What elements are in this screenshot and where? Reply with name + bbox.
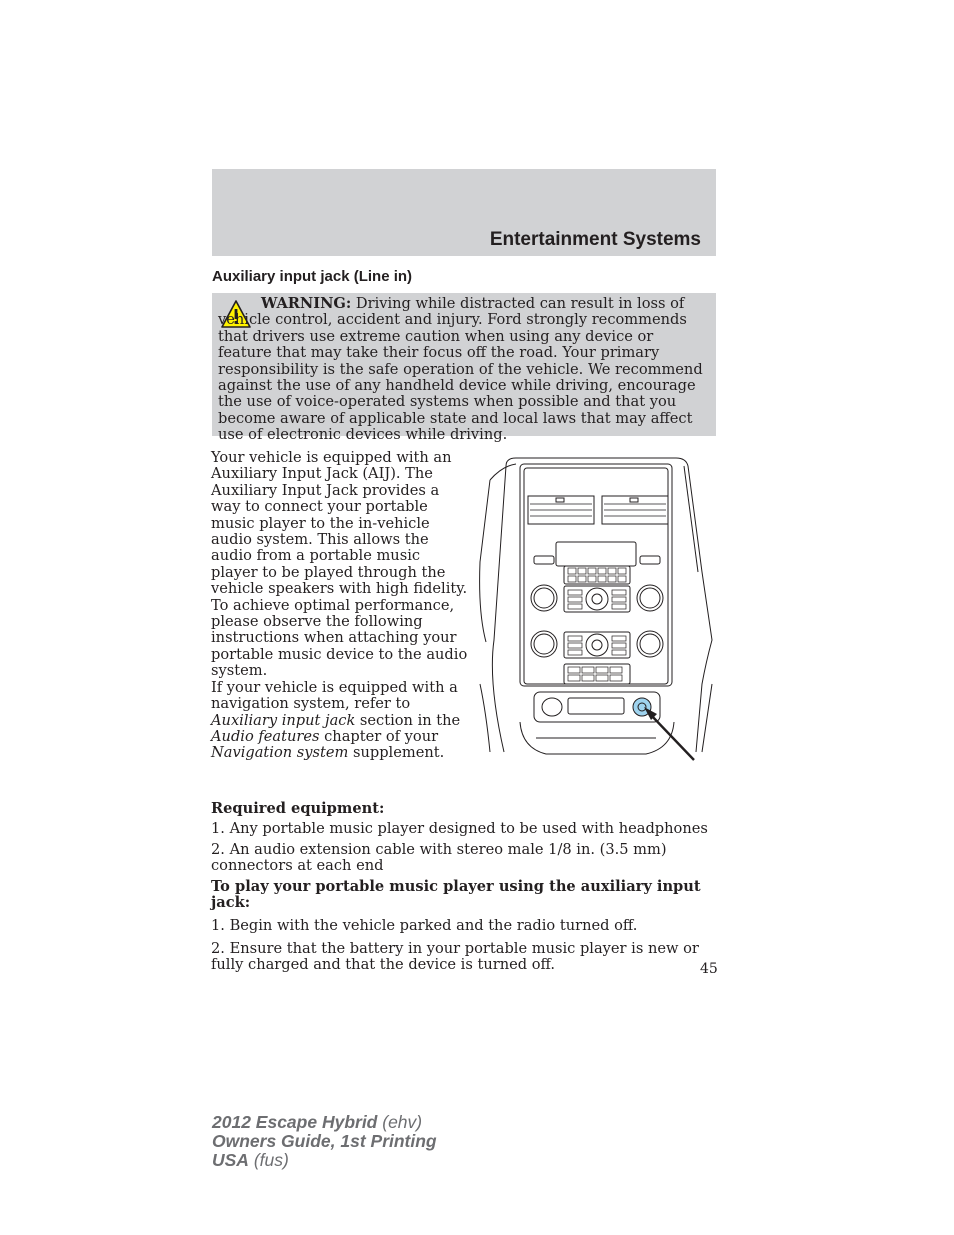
center-console-illustration (476, 452, 716, 767)
section-header-band (212, 169, 716, 256)
play-step: 1. Begin with the vehicle parked and the radio turned off. (211, 917, 638, 935)
callout-arrow (650, 714, 694, 760)
intro-paragraph: Your vehicle is equipped with an Auxiliary Input Jack (AIJ). The Auxiliary Input Jack provides a way to connect your portable music player to the in-vehicle audio system. This allows the audio from a portable music player to be played through the vehicle speakers with high fidelity. To achieve optimal performance, please observe the following instructions when attaching your portable music device to the audio system. (211, 449, 468, 680)
required-equipment-heading: Required equipment: (211, 800, 385, 817)
play-instructions-heading: To play your portable music player using the auxiliary input jack: (211, 877, 701, 912)
warning-box (212, 293, 716, 444)
document-footer (212, 1113, 437, 1170)
section-title: Entertainment Systems (489, 229, 701, 250)
reference-audio-features: Audio features (211, 727, 320, 745)
instructions (211, 801, 721, 974)
play-step: 2. Ensure that the battery in your portable music player is new or fully charged and that the device is turned off. (211, 939, 699, 974)
required-item: 2. An audio extension cable with stereo male 1/8 in. (3.5 mm) connectors at each end (211, 840, 667, 875)
intro-text (211, 450, 469, 762)
warning-body: Driving while distracted can result in loss of vehicle control, accident and injury. Ford strongly recommends that drivers use extreme caution when using any device or feature that may take their focus off the road. Your primary responsibility is the safe operation of the vehicle. We recommend against the use of any handheld device while driving, encourage the use of voice-operated systems when possible and that you become aware of applicable state and local laws that may affect use of electronic devices while driving. (218, 295, 703, 444)
subheading: Auxiliary input jack (Line in) (212, 268, 413, 285)
warning-label: WARNING: (261, 295, 352, 312)
reference-navigation-system: Navigation system (211, 744, 349, 762)
navigation-note: If your vehicle is equipped with a navigation system, refer to Auxiliary input jack section in the Audio features chapter of your Navigation system supplement. (211, 678, 461, 762)
footer-line-2: Owners Guide, 1st Printing (212, 1131, 437, 1151)
required-item: 1. Any portable music player designed to be used with headphones (211, 820, 708, 838)
page-number: 45 (700, 961, 718, 977)
footer-line-1: 2012 Escape Hybrid (ehv) (212, 1112, 423, 1132)
footer-line-3: USA (fus) (212, 1150, 289, 1170)
warning-text (218, 296, 710, 444)
reference-auxiliary-input-jack: Auxiliary input jack (211, 711, 356, 729)
